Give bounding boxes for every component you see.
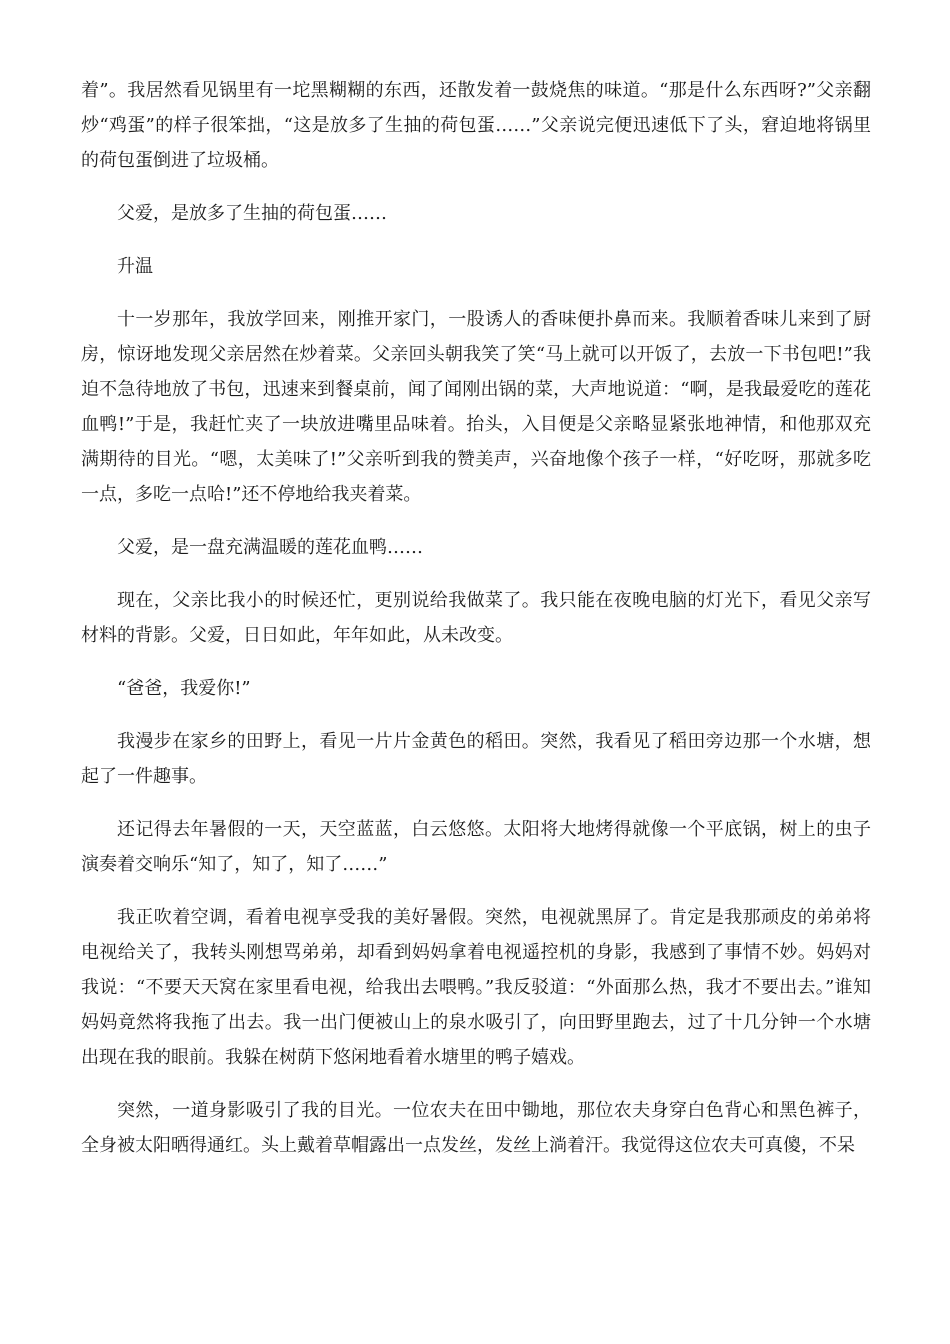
paragraph: 着”。我居然看见锅里有一坨黑糊糊的东西，还散发着一鼓烧焦的味道。“那是什么东西呀?”父亲翻炒“鸡蛋”的样子很笨拙，“这是放多了生抽的荷包蛋……”父亲说完便迅速低下了头，窘迫地将锅里的荷包蛋倒进了垃圾桶。 [81, 80, 871, 171]
paragraph: 我漫步在家乡的田野上，看见一片片金黄色的稻田。突然，我看见了稻田旁边那一个水塘，想起了一件趣事。 [81, 731, 871, 787]
paragraph: 还记得去年暑假的一天，天空蓝蓝，白云悠悠。太阳将大地烤得就像一个平底锅，树上的虫子演奏着交响乐“知了，知了，知了……” [81, 819, 871, 875]
paragraph: 我正吹着空调，看着电视享受我的美好暑假。突然，电视就黑屏了。肯定是我那顽皮的弟弟将电视给关了，我转头刚想骂弟弟，却看到妈妈拿着电视遥控机的身影，我感到了事情不妙。妈妈对我说：“不要天天窝在家里看电视，给我出去喂鸭。”我反驳道：“外面那么热，我才不要出去。”谁知妈妈竟然将我拖了出去。我一出门便被山上的泉水吸引了，向田野里跑去，过了十几分钟一个水塘出现在我的眼前。我躲在树荫下悠闲地看着水塘里的鸭子嬉戏。 [81, 907, 871, 1068]
document-body [81, 73, 871, 1181]
paragraph: 父爱，是一盘充满温暖的莲花血鸭…… [117, 537, 423, 558]
paragraph: 十一岁那年，我放学回来，刚推开家门，一股诱人的香味便扑鼻而来。我顺着香味儿来到了厨房，惊讶地发现父亲居然在炒着菜。父亲回头朝我笑了笑“马上就可以开饭了，去放一下书包吧!”我迫不急待地放了书包，迅速来到餐桌前，闻了闻刚出锅的菜，大声地说道：“啊，是我最爱吃的莲花血鸭!”于是，我赶忙夹了一块放进嘴里品味着。抬头，入目便是父亲略显紧张地神情，和他那双充满期待的目光。“嗯，太美味了!”父亲听到我的赞美声，兴奋地像个孩子一样，“好吃呀，那就多吃一点，多吃一点哈!”还不停地给我夹着菜。 [81, 309, 871, 505]
paragraph: 现在，父亲比我小的时候还忙，更别说给我做菜了。我只能在夜晚电脑的灯光下，看见父亲写材料的背影。父爱，日日如此，年年如此，从未改变。 [81, 590, 871, 646]
paragraph: 突然，一道身影吸引了我的目光。一位农夫在田中锄地，那位农夫身穿白色背心和黑色裤子，全身被太阳晒得通红。头上戴着草帽露出一点发丝，发丝上淌着汗。我觉得这位农夫可真傻，不呆 [81, 1100, 871, 1156]
paragraph: 父爱，是放多了生抽的荷包蛋…… [117, 203, 387, 224]
paragraph: “爸爸，我爱你!” [117, 678, 251, 699]
section-heading: 升温 [117, 256, 153, 277]
